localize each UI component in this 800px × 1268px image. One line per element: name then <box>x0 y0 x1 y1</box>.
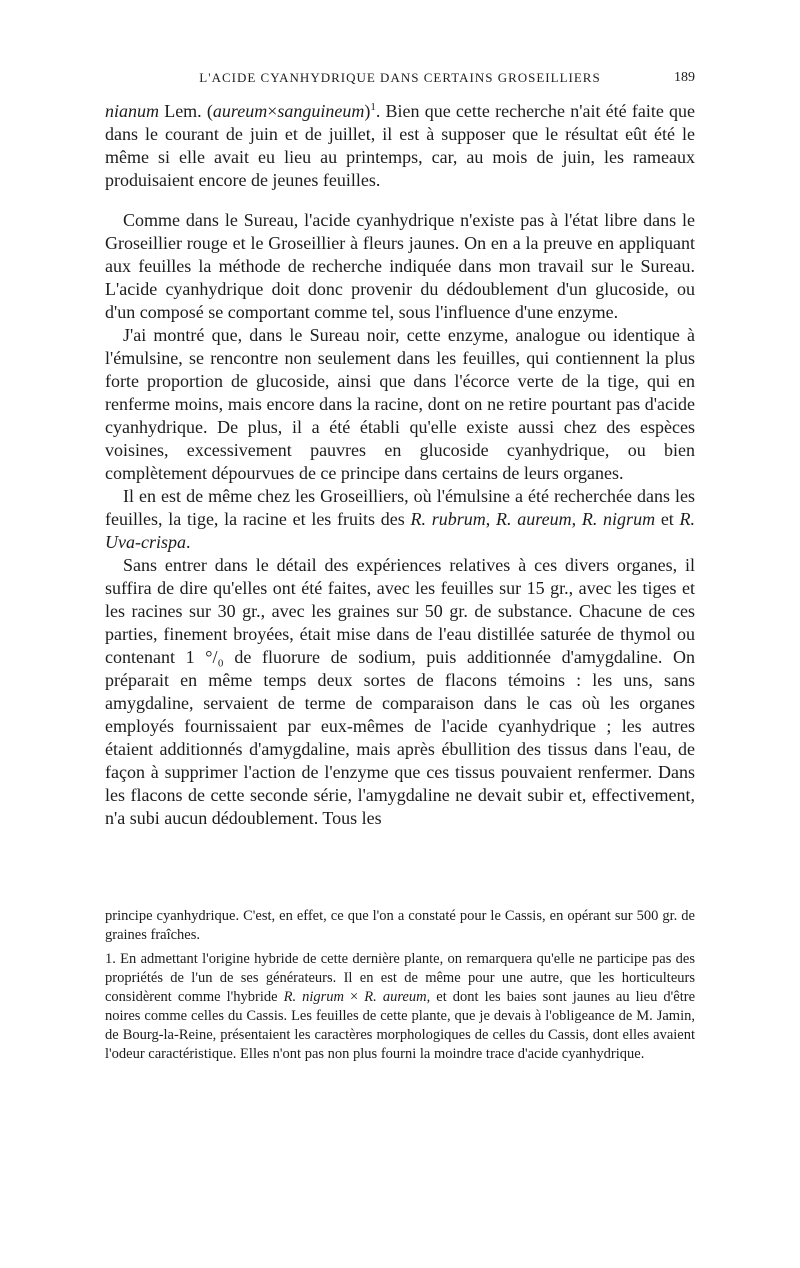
footnote-continuation: principe cyanhydrique. C'est, en effet, ce que l'on a constaté pour le Cassis, en opérant sur 500 gr. de graines fraîches. <box>105 908 695 943</box>
paragraph-3: J'ai montré que, dans le Sureau noir, cette enzyme, analogue ou identique à l'émulsine, se rencontre non seulement dans les feuilles, qui contiennent la plus forte proportion de glucoside, ainsi que dans l'écorce verte de la tige, qui en renferme moins, mais encore dans la racine, dont on ne retire pourtant pas d'acide cyanhydrique. De plus, il a été établi qu'elle existe aussi chez des espèces voisines, excessivement pauvres en glucoside cyanhydrique, ou bien complètement dépourvues de ce principe dans certains de leurs organes. <box>105 325 695 483</box>
paragraph-5: Sans entrer dans le détail des expériences relatives à ces divers organes, il suffira de dire qu'elles ont été faites, avec les feuilles sur 15 gr., avec les tiges et les racines sur 30 gr., avec les graines sur 50 gr. de substance. Chacune de ces parties, finement broyées, était mise dans de l'eau distillée saturée de thymol ou contenant 1 °/₀ de fluorure de sodium, puis additionnée d'amygdaline. On préparait en même temps deux sortes de flacons témoins : les uns, sans amygdaline, servaient de terme de comparaison dans le cas où les organes employés fournissaient par eux-mêmes de l'acide cyanhydrique ; les autres étaient additionnés d'amygdaline, mais après ébullition des tissus dans l'eau, de façon à supprimer l'action de l'enzyme que ces tissus pouvaient renfermer. Dans les flacons de cette seconde série, l'amygdaline ne devait subir et, effectivement, n'a subi aucun dédoublement. Tous les <box>105 555 695 828</box>
page-header <box>105 70 695 92</box>
paragraph-2: Comme dans le Sureau, l'acide cyanhydrique n'existe pas à l'état libre dans le Groseillier rouge et le Groseillier à fleurs jaunes. On en a la preuve en appliquant aux feuilles la méthode de recherche indiquée dans mon travail sur le Sureau. L'acide cyanhydrique doit donc provenir du dédoublement d'un glucoside, ou d'un composé se comportant comme tel, sous l'influence d'une enzyme. <box>105 210 695 322</box>
running-title: L'ACIDE CYANHYDRIQUE DANS CERTAINS GROSEILLIERS <box>199 70 601 85</box>
species-name: nianum <box>105 101 159 121</box>
paragraph-4: Il en est de même chez les Groseilliers, où l'émulsine a été recherchée dans les feuilles, la tige, la racine et les fruits des R. rubrum, R. aureum, R. nigrum et R. Uva-crispa. <box>105 486 696 552</box>
footnote-1: 1. En admettant l'origine hybride de cette dernière plante, on remarquera qu'elle ne participe pas des propriétés de l'un de ses générateurs. Il en est de même pour une autre, que les horticulteurs considèrent comme l'hybride R. nigrum × R. aureum, et dont les baies sont jaunes au lieu d'être noires comme celles du Cassis. Les feuilles de cette plante, que je devais à l'obligeance de M. Jamin, de Bourg-la-Reine, présentaient les caractères morphologiques de celles du Cassis, dont elles avaient l'odeur caractéristique. Elles n'ont pas non plus fourni la moindre trace d'acide cyanhydrique. <box>105 951 696 1062</box>
page-number: 189 <box>674 70 695 85</box>
main-text <box>105 100 695 830</box>
footnote-ref-1: 1 <box>370 101 376 113</box>
footnote-marker: 1. <box>105 951 116 967</box>
paragraph-1: nianum Lem. (aureum×sanguineum)$^1$. Bien que cette recherche n'ait été faite que dans le courant de juin et de juillet, il est à supposer que le résultat eût été le même si elle avait eu lieu au printemps, car, au mois de juin, les rameaux produisaient encore de jeunes feuilles. <box>105 101 695 190</box>
footnotes <box>105 907 695 1064</box>
